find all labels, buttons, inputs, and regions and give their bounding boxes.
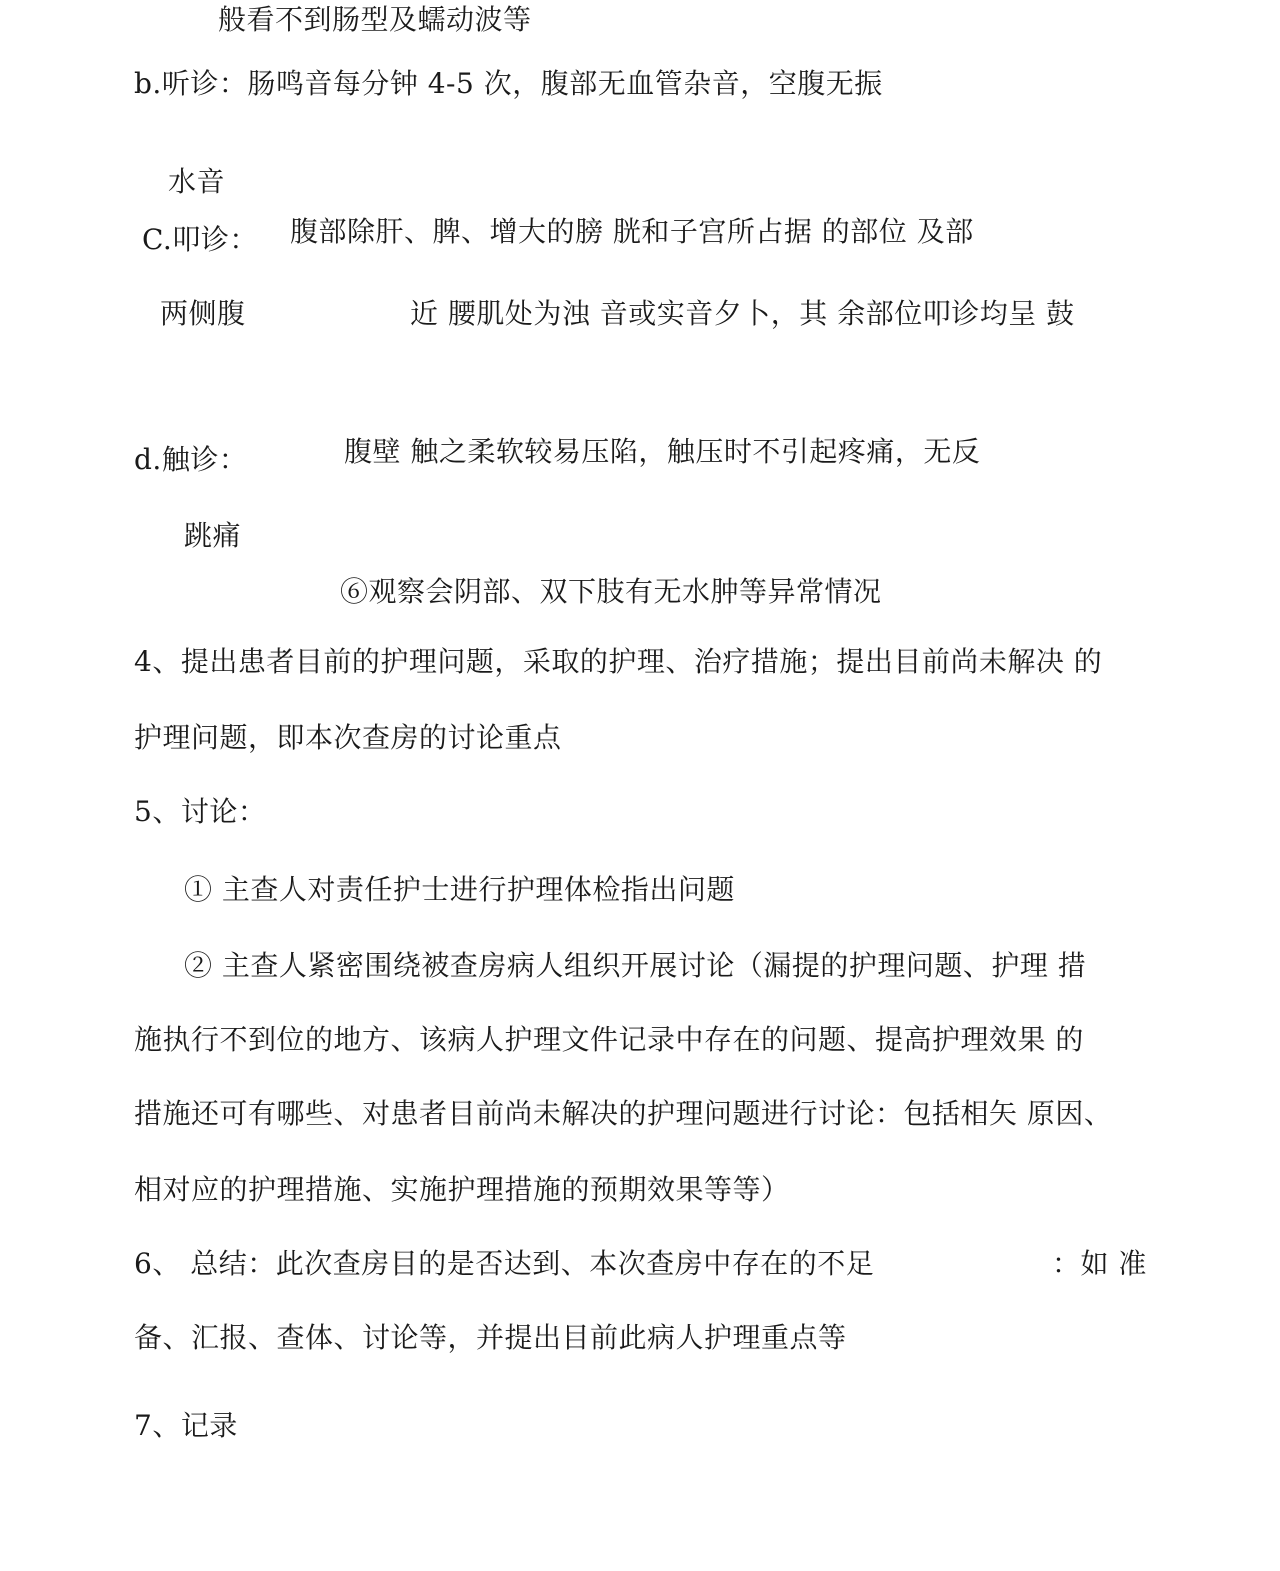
text-line: b.听诊：肠鸣音每分钟 4-5 次，腹部无血管杂音，空腹无振 — [134, 67, 883, 100]
text-line: ⑥观察会阴部、双下肢有无水肿等异常情况 — [340, 575, 882, 608]
text-line: 5、讨论： — [134, 795, 267, 828]
text-line: 跳痛 — [184, 519, 242, 552]
text-line: 两侧腹 — [160, 297, 246, 330]
text-line: 般看不到肠型及蠕动波等 — [218, 3, 532, 36]
text-line: 措施还可有哪些、对患者目前尚未解决的护理问题进行讨论：包括相矢 原因、 — [134, 1097, 1113, 1130]
text-line: 6、 总结：此次查房目的是否达到、本次查房中存在的不足 — [134, 1247, 875, 1280]
text-line: 施执行不到位的地方、该病人护理文件记录中存在的问题、提高护理效果 的 — [134, 1023, 1084, 1056]
text-line: 相对应的护理措施、实施护理措施的预期效果等等） — [134, 1173, 790, 1206]
text-line: d.触诊： — [134, 443, 248, 476]
text-line: 4、提出患者目前的护理问题，采取的护理、治疗措施；提出目前尚未解决 的 — [134, 645, 1103, 678]
text-line: ：如 准 — [1052, 1247, 1147, 1280]
text-line: 水音 — [168, 165, 226, 198]
text-line: 腹壁 触之柔软较易压陷，触压时不引起疼痛，无反 — [344, 435, 981, 468]
text-line: 7、记录 — [134, 1409, 238, 1442]
text-line: 近 腰肌处为浊 音或实音夕卜，其 余部位叩诊均呈 鼓 — [410, 297, 1075, 330]
text-line: 护理问题，即本次查房的讨论重点 — [134, 721, 562, 754]
text-line: 备、汇报、查体、讨论等，并提出目前此病人护理重点等 — [134, 1321, 847, 1354]
text-line: ① 主查人对责任护士进行护理体检指出问题 — [184, 873, 735, 906]
text-line: 腹部除肝、脾、增大的膀 胱和子宫所占据 的部位 及部 — [290, 215, 974, 248]
text-line: ② 主查人紧密围绕被查房病人组织开展讨论（漏提的护理问题、护理 措 — [184, 949, 1087, 982]
text-line: C.叩诊： — [142, 223, 258, 256]
